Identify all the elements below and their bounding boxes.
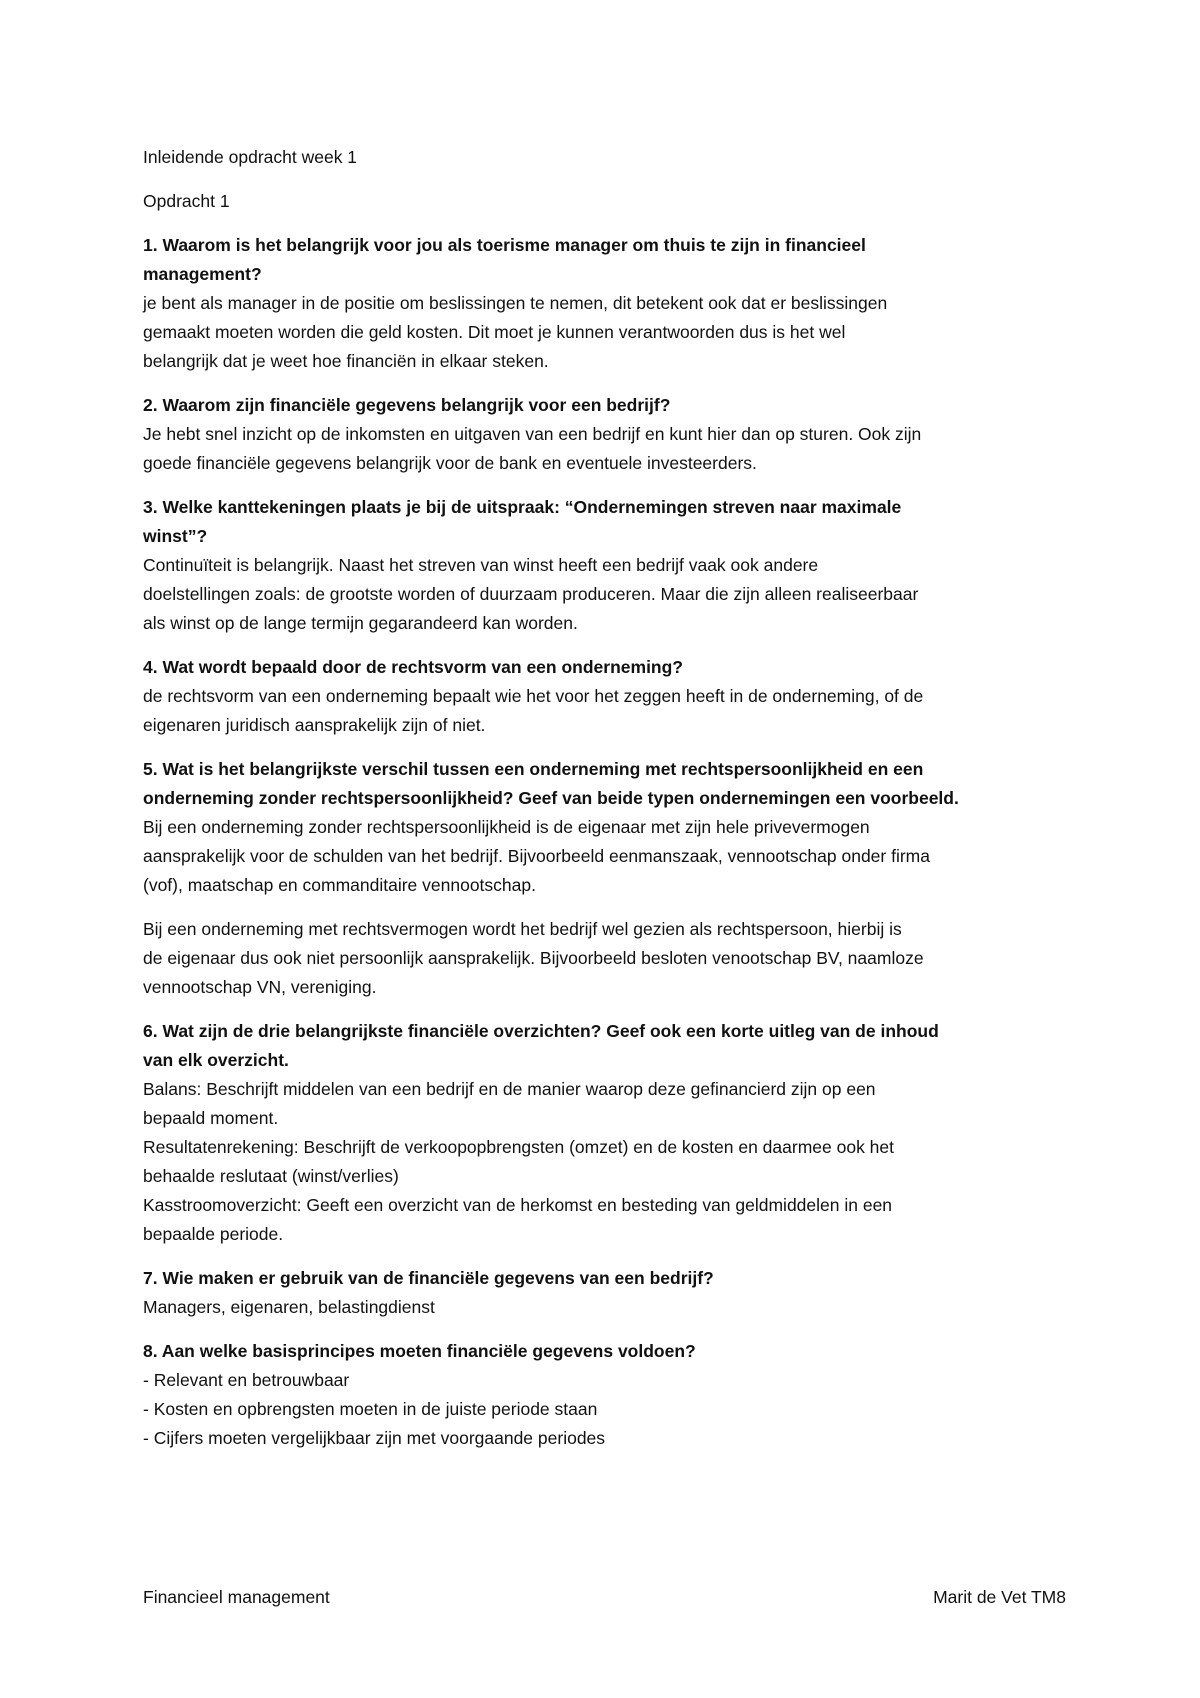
answer-line: Balans: Beschrijft middelen van een bedrijf en de manier waarop deze gefinancierd zijn op een [143, 1079, 876, 1099]
answer-line: Je hebt snel inzicht op de inkomsten en uitgaven van een bedrijf en kunt hier dan op sturen. Ook zijn [143, 424, 922, 444]
answer-line: aansprakelijk voor de schulden van het bedrijf. Bijvoorbeeld eenmanszaak, vennootschap onder firma [143, 846, 930, 866]
answer-line: bepaald moment. [143, 1108, 279, 1128]
list-item: - Relevant en betrouwbaar [143, 1370, 350, 1390]
answer-line: doelstellingen zoals: de grootste worden of duurzaam produceren. Maar die zijn alleen realiseerbaar [143, 584, 919, 604]
answer-line: Bij een onderneming met rechtsvermogen wordt het bedrijf wel gezien als rechtspersoon, hierbij is [143, 919, 902, 939]
question-line: 7. Wie maken er gebruik van de financiële gegevens van een bedrijf? [143, 1268, 714, 1288]
question-line: 6. Wat zijn de drie belangrijkste financiële overzichten? Geef ook een korte uitleg van de inhoud [143, 1021, 939, 1041]
answer-line: je bent als manager in de positie om beslissingen te nemen, dit betekent ook dat er beslissingen [143, 293, 888, 313]
document-title: Inleidende opdracht week 1 [143, 147, 358, 167]
question-line: van elk overzicht. [143, 1050, 289, 1070]
answer-line: Managers, eigenaren, belastingdienst [143, 1297, 435, 1317]
answer-line: Resultatenrekening: Beschrijft de verkoopopbrengsten (omzet) en de kosten en daarmee ook het [143, 1137, 895, 1157]
question-line: 4. Wat wordt bepaald door de rechtsvorm van een onderneming? [143, 657, 683, 677]
question-block-4 [143, 653, 1063, 740]
footer-author: Marit de Vet TM8 [933, 1587, 1066, 1607]
question-line: 1. Waarom is het belangrijk voor jou als toerisme manager om thuis te zijn in financieel [143, 235, 866, 255]
question-block-3 [143, 493, 1063, 638]
answer-line: vennootschap VN, vereniging. [143, 977, 377, 997]
question-line: 2. Waarom zijn financiële gegevens belangrijk voor een bedrijf? [143, 395, 671, 415]
answer-line: goede financiële gegevens belangrijk voor de bank en eventuele investeerders. [143, 453, 757, 473]
question-block-8 [143, 1337, 1063, 1453]
question-block-6 [143, 1017, 1063, 1249]
answer-line: belangrijk dat je weet hoe financiën in elkaar steken. [143, 351, 549, 371]
question-line: onderneming zonder rechtspersoonlijkheid? Geef van beide typen ondernemingen een voorbeeld. [143, 788, 959, 808]
question-line: management? [143, 264, 262, 284]
answer-line: eigenaren juridisch aansprakelijk zijn of niet. [143, 715, 486, 735]
answer-line: gemaakt moeten worden die geld kosten. Dit moet je kunnen verantwoorden dus is het wel [143, 322, 846, 342]
question-block-2 [143, 391, 1063, 478]
question-block-7 [143, 1264, 1063, 1322]
list-item: - Cijfers moeten vergelijkbaar zijn met voorgaande periodes [143, 1428, 606, 1448]
answer-block-5b [143, 915, 1063, 1002]
question-line: 5. Wat is het belangrijkste verschil tussen een onderneming met rechtspersoonlijkheid en een [143, 759, 924, 779]
question-line: 8. Aan welke basisprincipes moeten financiële gegevens voldoen? [143, 1341, 696, 1361]
answer-line: de rechtsvorm van een onderneming bepaalt wie het voor het zeggen heeft in de onderneming, of de [143, 686, 924, 706]
question-block-1 [143, 231, 1063, 376]
document-body [143, 143, 1063, 1468]
question-line: winst”? [143, 526, 208, 546]
list-item: - Kosten en opbrengsten moeten in de juiste periode staan [143, 1399, 598, 1419]
document-subtitle: Opdracht 1 [143, 191, 230, 211]
answer-line: Bij een onderneming zonder rechtspersoonlijkheid is de eigenaar met zijn hele privevermogen [143, 817, 870, 837]
answer-line: behaalde reslutaat (winst/verlies) [143, 1166, 399, 1186]
answer-line: Continuïteit is belangrijk. Naast het streven van winst heeft een bedrijf vaak ook andere [143, 555, 819, 575]
answer-line: de eigenaar dus ook niet persoonlijk aansprakelijk. Bijvoorbeeld besloten venootschap BV, naamloze [143, 948, 924, 968]
question-block-5 [143, 755, 1063, 900]
answer-line: als winst op de lange termijn gegarandeerd kan worden. [143, 613, 578, 633]
answer-line: (vof), maatschap en commanditaire vennootschap. [143, 875, 536, 895]
question-line: 3. Welke kanttekeningen plaats je bij de uitspraak: “Ondernemingen streven naar maximale [143, 497, 902, 517]
answer-line: bepaalde periode. [143, 1224, 284, 1244]
footer-course-name: Financieel management [143, 1587, 330, 1607]
answer-line: Kasstroomoverzicht: Geeft een overzicht van de herkomst en besteding van geldmiddelen in een [143, 1195, 893, 1215]
